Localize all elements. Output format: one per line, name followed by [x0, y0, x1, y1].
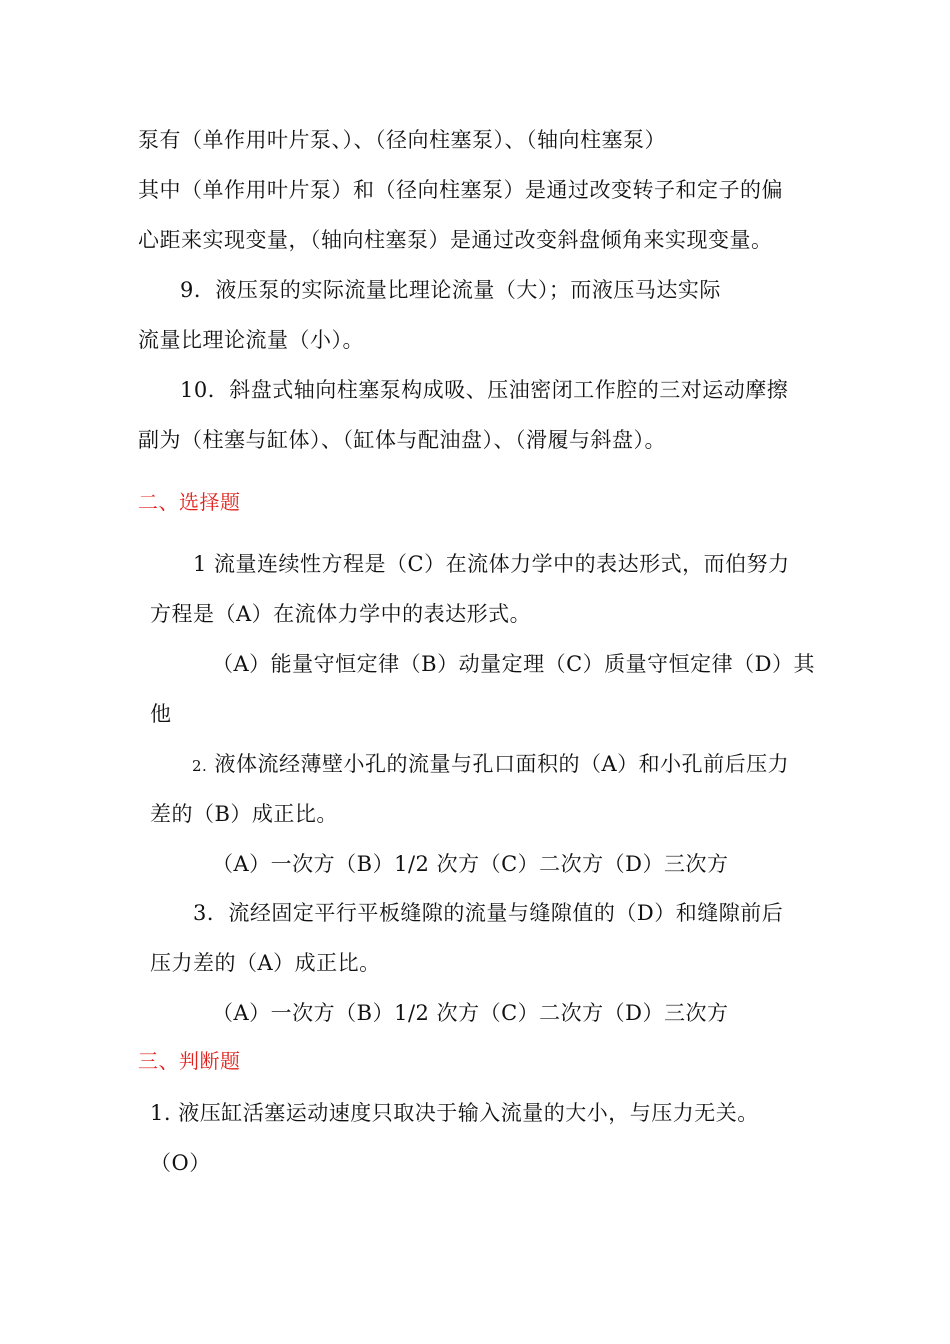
- question-9-line: 流量比理论流量（小）。: [138, 328, 364, 352]
- choice-question-1-options: 他: [150, 702, 172, 726]
- paragraph-line: 泵有（单作用叶片泵、）、（径向柱塞泵）、（轴向柱塞泵）: [138, 128, 666, 152]
- choice-question-2-options: （A）一次方（B）1/2 次方（C）二次方（D）三次方: [212, 852, 729, 876]
- question-10-line: 副为（柱塞与缸体）、（缸体与配油盘）、（滑履与斜盘）。: [138, 428, 666, 452]
- judgment-question-1-line: 1. 液压缸活塞运动速度只取决于输入流量的大小，与压力无关。: [150, 1101, 759, 1125]
- question-number: 2.: [192, 757, 208, 775]
- judgment-question-1-answer: （O）: [150, 1151, 211, 1175]
- choice-question-2-line: [192, 750, 789, 780]
- choice-question-1-options: （A）能量守恒定律（B）动量定理（C）质量守恒定律（D）其: [212, 652, 816, 676]
- choice-question-3-options: （A）一次方（B）1/2 次方（C）二次方（D）三次方: [212, 1001, 729, 1025]
- choice-question-1-line: 1 流量连续性方程是（C）在流体力学中的表达形式，而伯努力: [193, 552, 790, 576]
- choice-question-3-line: 3．流经固定平行平板缝隙的流量与缝隙值的（D）和缝隙前后: [193, 901, 784, 925]
- choice-question-1-line: 方程是（A）在流体力学中的表达形式。: [150, 602, 532, 626]
- question-9-line: 9．液压泵的实际流量比理论流量（大）；而液压马达实际: [180, 278, 721, 302]
- paragraph-line: 其中（单作用叶片泵）和（径向柱塞泵）是通过改变转子和定子的偏: [138, 178, 783, 202]
- choice-question-2-line: 差的（B）成正比。: [150, 802, 338, 826]
- question-10-line: 10．斜盘式轴向柱塞泵构成吸、压油密闭工作腔的三对运动摩擦: [180, 378, 789, 402]
- paragraph-line: 心距来实现变量，（轴向柱塞泵）是通过改变斜盘倾角来实现变量。: [138, 228, 773, 252]
- choice-question-3-line: 压力差的（A）成正比。: [150, 951, 381, 975]
- question-text: 液体流经薄壁小孔的流量与孔口面积的（A）和小孔前后压力: [207, 752, 790, 776]
- section-heading-choice: 二、选择题: [138, 490, 241, 514]
- section-heading-judgment: 三、判断题: [138, 1049, 241, 1073]
